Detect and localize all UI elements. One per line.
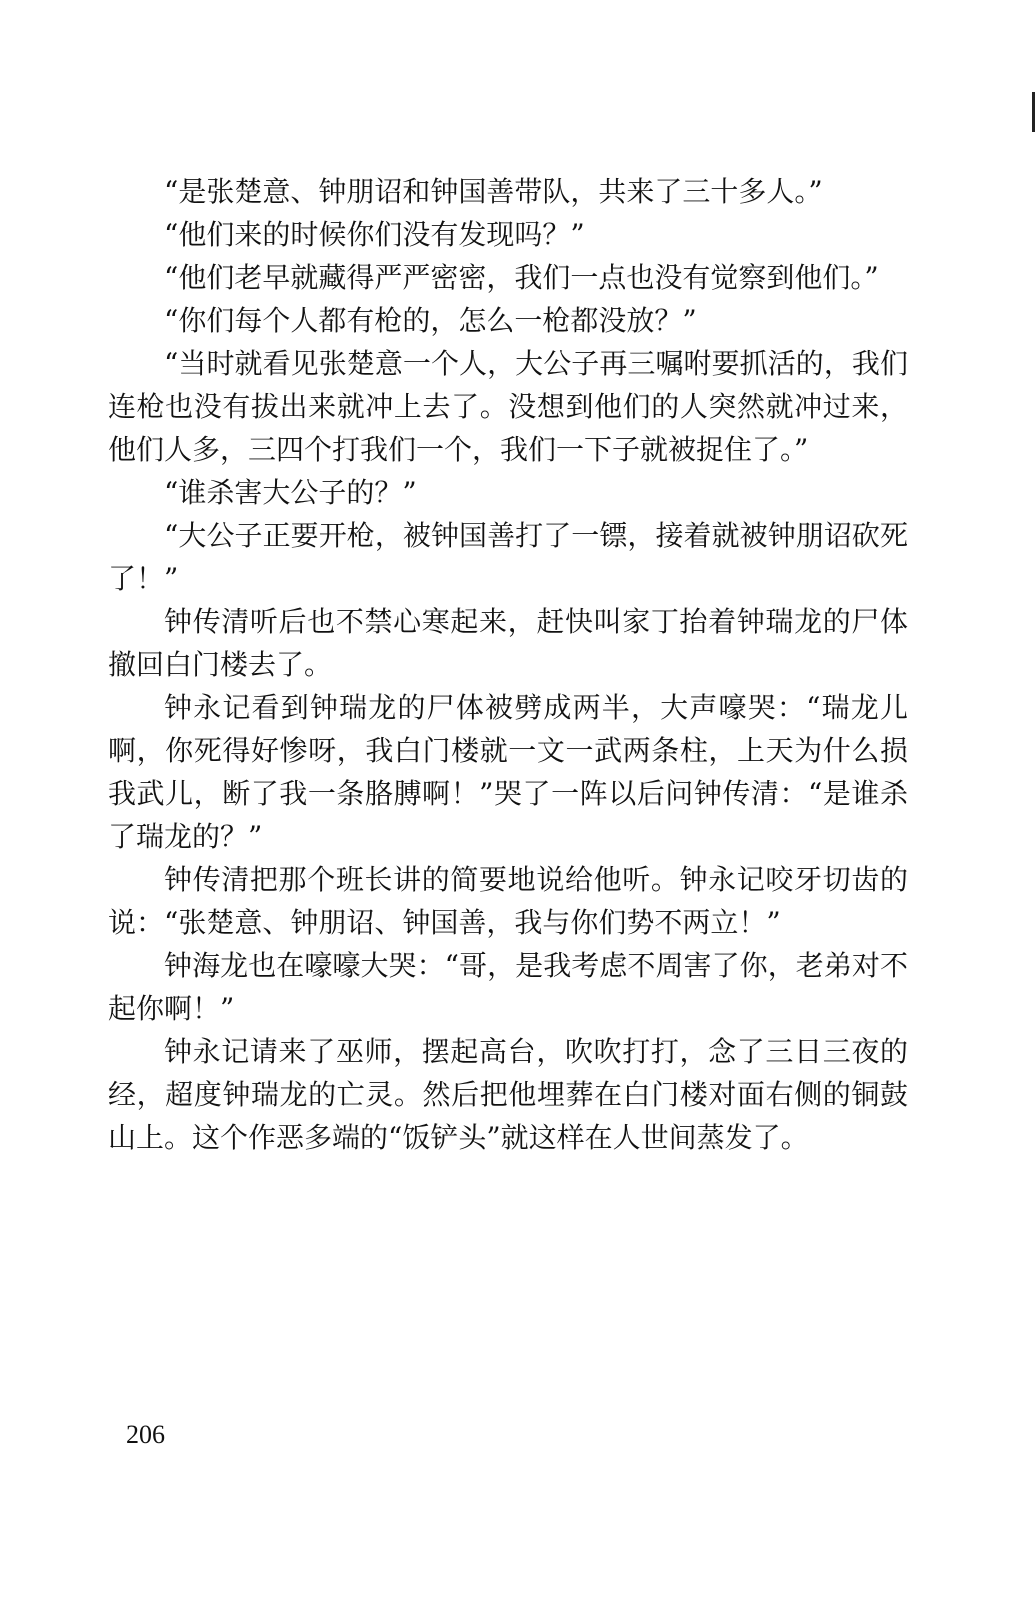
paragraph: “他们老早就藏得严严密密，我们一点也没有觉察到他们。”: [164, 261, 879, 294]
paragraph: 钟永记看到钟瑞龙的尸体被劈成两半，大声嚎哭：“瑞龙儿啊，你死得好惨呀，我白门楼就一文一武两条柱，上天为什么损我武儿，断了我一条胳膊啊！”哭了一阵以后问钟传清：“是谁杀了瑞龙的？”: [108, 691, 908, 853]
paragraph: “是张楚意、钟朋诏和钟国善带队，共来了三十多人。”: [164, 175, 823, 208]
paragraph: 钟永记请来了巫师，摆起高台，吹吹打打，念了三日三夜的经，超度钟瑞龙的亡灵。然后把他埋葬在白门楼对面右侧的铜鼓山上。这个作恶多端的“饭铲头”就这样在人世间蒸发了。: [108, 1035, 908, 1154]
page-number: 206: [126, 1420, 165, 1449]
paragraph: 钟传清听后也不禁心寒起来，赶快叫家丁抬着钟瑞龙的尸体撤回白门楼去了。: [108, 605, 908, 681]
paragraph: “你们每个人都有枪的，怎么一枪都没放？”: [164, 304, 697, 337]
paragraph: “他们来的时候你们没有发现吗？”: [164, 218, 585, 251]
paragraph: 钟传清把那个班长讲的简要地说给他听。钟永记咬牙切齿的说：“张楚意、钟朋诏、钟国善，我与你们势不两立！”: [108, 863, 908, 939]
paragraph: “当时就看见张楚意一个人，大公子再三嘱咐要抓活的，我们连枪也没有拔出来就冲上去了。没想到他们的人突然就冲过来，他们人多，三四个打我们一个，我们一下子就被捉住了。”: [108, 347, 908, 466]
paragraph: “谁杀害大公子的？”: [164, 476, 417, 509]
body-text: [108, 170, 908, 1159]
paragraph: 钟海龙也在嚎嚎大哭：“哥，是我考虑不周害了你，老弟对不起你啊！”: [108, 949, 908, 1025]
paragraph: “大公子正要开枪，被钟国善打了一镖，接着就被钟朋诏砍死了！”: [108, 519, 908, 595]
